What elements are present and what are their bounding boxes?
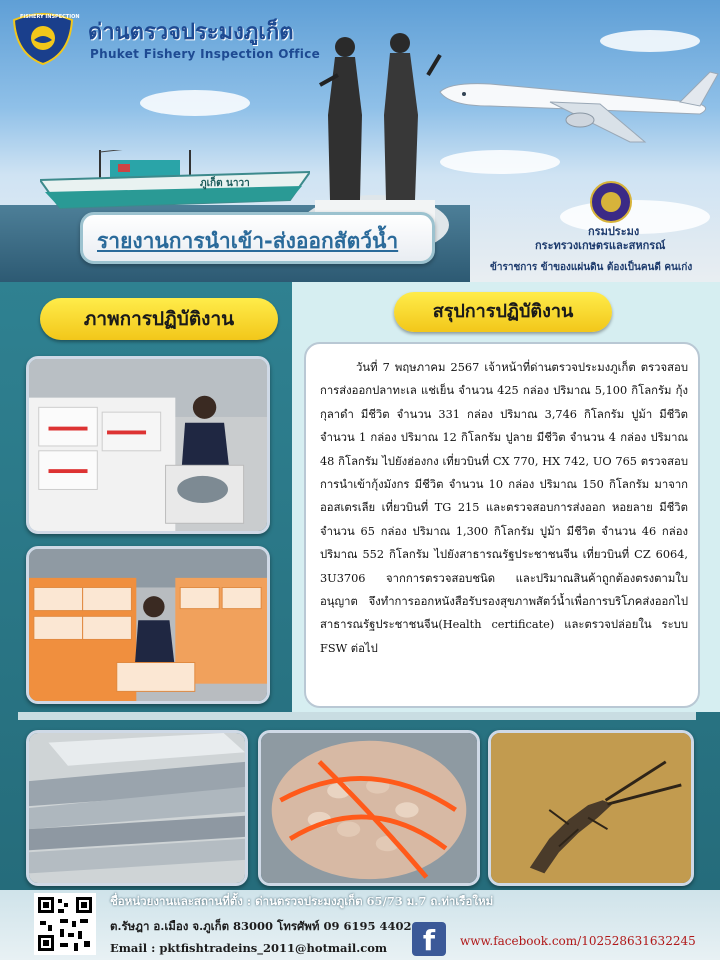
clams-photo	[258, 730, 480, 886]
office-name-th: ด่านตรวจประมงภูเก็ต	[88, 20, 294, 45]
photos-heading: ภาพการปฏิบัติงาน	[40, 298, 278, 340]
department-name: กรมประมง	[588, 225, 640, 238]
lobster-photo	[488, 730, 694, 886]
cloud	[440, 150, 560, 174]
facebook-icon[interactable]: f	[412, 922, 446, 956]
address-line-1: ชื่อหน่วยงานและสถานที่ตั้ง : ด่านตรวจประมงภูเก็ต 65/73 ม.7 ถ.ท่าเรือใหม่	[110, 894, 494, 908]
cloud	[600, 30, 700, 52]
divider-strip	[18, 712, 696, 720]
motto: ข้าราชการ ข้าของแผ่นดิน ต้องเป็นคนดี คนเก่ง	[490, 262, 693, 273]
boat-name: ภูเก็ต นาวา	[200, 178, 250, 189]
summary-heading: สรุปการปฏิบัติงาน	[394, 292, 612, 332]
summary-textbox	[304, 342, 700, 708]
inspection-photo-2	[26, 546, 270, 704]
report-title: รายงานการนำเข้า-ส่งออกสัตว์น้ำ	[97, 229, 399, 253]
header-banner	[0, 0, 720, 282]
address-line-2: ต.รัษฎา อ.เมือง จ.ภูเก็ต 83000 โทรศัพท์ 09 6195 4402	[110, 919, 412, 933]
department-seal-icon	[584, 180, 638, 224]
airplane-image	[430, 62, 720, 152]
email-line[interactable]: Email : pktfishtradeins_2011@hotmail.com	[110, 941, 388, 955]
office-name-en: Phuket Fishery Inspection Office	[90, 47, 321, 61]
fishing-boat-image	[40, 150, 310, 212]
cloud	[140, 90, 250, 116]
facebook-link[interactable]: www.facebook.com/102528631632245	[460, 934, 696, 948]
inspection-photo-1	[26, 356, 270, 534]
fish-photo	[26, 730, 248, 886]
summary-text: วันที่ 7 พฤษภาคม 2567 เจ้าหน้าที่ด่านตรวจประมงภูเก็ต ตรวจสอบการส่งออกปลาทะเล แช่เย็น จำนวน 425 กล่อง ปริมาณ 5,100 กิโลกรัม กุ้งกุลาดำ มีชีวิต จำนวน 331 กล่อง ปริมาณ 3,746 กิโลกรัม ปูม้า มีชีวิต จำนวน 1 กล่อง ปริมาณ 12 กิโลกรัม ปูลาย มีชีวิต จำนวน 4 กล่อง ปริมาณ 48 กิโลกรัม ไปยังฮ่องกง เที่ยวบินที่ CX 770, HX 742, UO 765 ตรวจสอบการนำเข้ากุ้งมังกร มีชีวิต จำนวน 10 กล่อง ปริมาณ 150 กิโลกรัม มาจากออสเตรเลีย เที่ยวบินที่ TG 215 และตรวจสอบการส่งออก หอยลาย มีชีวิต จำนวน 65 กล่อง ปริมาณ 1,300 กิโลกรัม ปูม้า มีชีวิต จำนวน 46 กล่อง ปริมาณ 552 กิโลกรัม ไปยังสาธารณรัฐประชาชนจีน เที่ยวบินที่ CZ 6064, 3U3706 จากการตรวจสอบชนิด และปริมาณสินค้าถูกต้องตรงตามใบอนุญาต จึงทำการออกหนังสือรับรองสุขภาพสัตว์น้ำเพื่อการบริโภคส่งออกไป สาธารณรัฐประชาชนจีน(Health certificate) และตรวจปล่อยใน ระบบ FSW ต่อไป	[320, 361, 688, 655]
report-title-banner	[80, 212, 435, 264]
emblem-text: FISHERY INSPECTION	[20, 14, 80, 20]
ministry-name: กระทรวงเกษตรและสหกรณ์	[535, 239, 666, 252]
qr-code-icon[interactable]	[34, 893, 96, 955]
